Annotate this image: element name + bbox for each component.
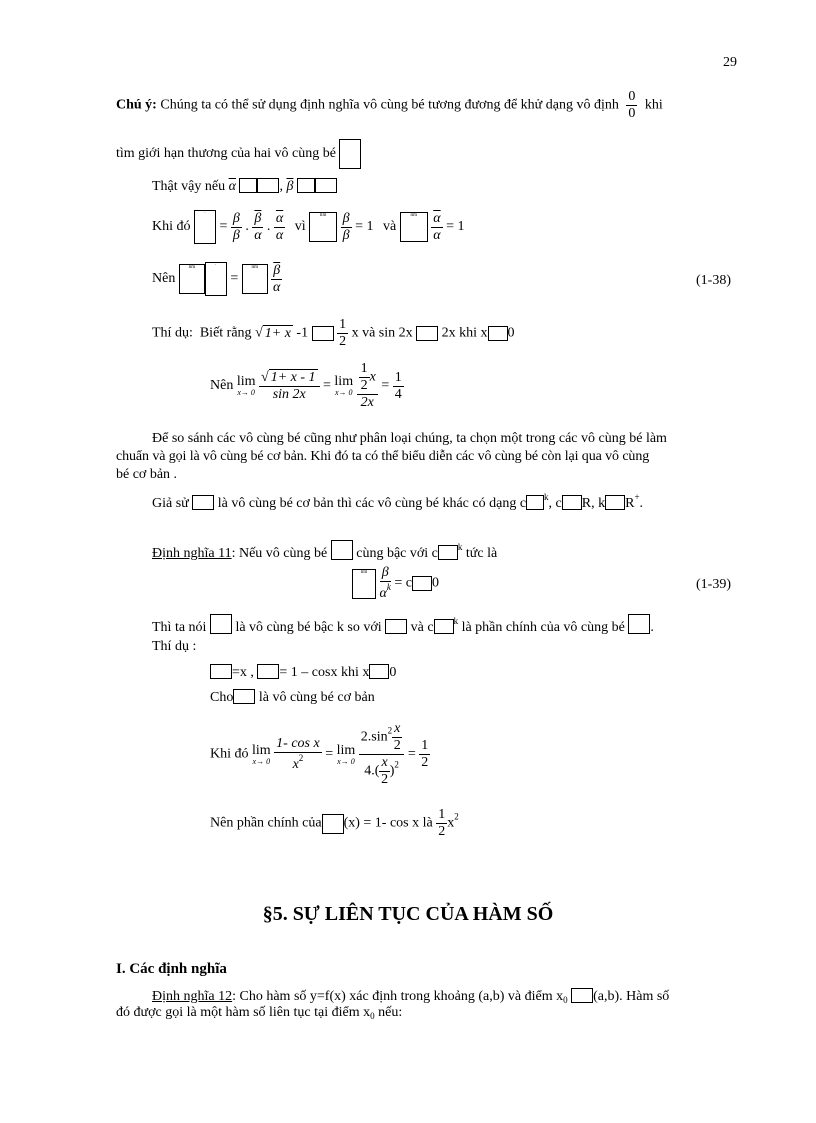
lim-box: lim: [242, 264, 268, 294]
num: β: [232, 210, 240, 226]
def11-label: Định nghĩa 11: [152, 546, 232, 561]
missing-equation-box: [339, 139, 361, 169]
text: : Cho hàm số y=f(x) xác định trong khoảng (a,b) và điểm x: [232, 989, 564, 1004]
para2-line: [152, 493, 643, 511]
dot: .: [245, 219, 249, 234]
lim-box: lim: [400, 212, 428, 242]
nen: Nên: [152, 271, 176, 286]
den: α: [254, 227, 262, 243]
def11-then-line: [152, 614, 654, 635]
equiv-box: [315, 178, 337, 193]
num: $\overline{\alpha}$: [275, 210, 284, 226]
equals: =: [407, 746, 416, 762]
para1-line-3: bé cơ bản .: [116, 467, 178, 482]
subscript: 0: [370, 1011, 375, 1021]
sup: 2: [298, 753, 304, 763]
den: α: [275, 227, 284, 243]
den: α: [273, 279, 281, 295]
proof-line-2: [152, 210, 465, 244]
text: 2x khi x: [441, 325, 488, 341]
member-box: [412, 576, 432, 591]
equiv-box: [297, 178, 315, 193]
num: 1: [339, 317, 347, 332]
text: (a,b). Hàm số: [593, 989, 670, 1004]
frac-beta-betabar: [231, 212, 242, 243]
lim-word: lim: [236, 374, 256, 389]
example2-label: Thí dụ :: [152, 639, 197, 654]
text: đó được gọi là một hàm số liên tục tại điểm x: [116, 1005, 371, 1020]
sqrt-inner: 1+ x: [264, 325, 291, 341]
frac-den: 0: [628, 106, 636, 121]
sup: 2: [454, 811, 459, 822]
frac-half: [436, 808, 447, 839]
alpha-box: [526, 495, 544, 510]
text: là vô cùng bé cơ bản thì các vô cùng bé khác có dạng c: [217, 496, 527, 511]
alpha-box: [385, 619, 407, 634]
khi-do: Khi đó: [152, 219, 191, 234]
text: R: [625, 496, 635, 511]
equiv-box: [312, 326, 334, 341]
exponent-k: k: [457, 542, 463, 552]
num: β: [380, 566, 391, 582]
num: x: [381, 755, 388, 770]
period: .: [639, 496, 644, 511]
equals: =: [323, 378, 331, 393]
proof-line-1: [152, 178, 337, 194]
zero: 0: [431, 575, 439, 591]
num: x: [394, 721, 401, 736]
def11-formula: [352, 566, 439, 601]
equals: =: [325, 746, 334, 762]
vi: vì: [294, 219, 306, 234]
text: cùng bậc với c: [356, 546, 438, 561]
text: = 1 – cosx khi x: [279, 665, 370, 680]
num: 1: [394, 369, 402, 385]
sup-plus: +: [634, 492, 640, 502]
beta-bar: $\overline{\beta}$: [286, 179, 294, 194]
den: 4: [394, 386, 402, 402]
section-title: §5. SỰ LIÊN TỤC CỦA HÀM SỐ: [262, 903, 554, 925]
frac-half-x-over-2x: [357, 362, 378, 410]
den: [359, 755, 405, 787]
sqrt-inner: 1+ x - 1: [270, 369, 316, 385]
text: là vô cùng bé cơ bản: [258, 690, 375, 705]
example1-line-2: [210, 362, 404, 410]
note-line2-text: tìm giới hạn thương của hai vô cùng bé: [116, 146, 336, 161]
num: √ 1+ x - 1: [259, 371, 320, 387]
frac-2sin-over-4: [359, 722, 405, 787]
text: nếu:: [378, 1005, 403, 1020]
text: Nên phần chính của: [210, 815, 322, 831]
missing-equation-box: ·: [194, 210, 216, 244]
lim-sub: x→ 0: [237, 388, 255, 397]
lim-word: lim: [334, 374, 354, 389]
frac-beta-alpha-k: [380, 566, 391, 601]
member-box: [571, 988, 593, 1003]
note-line-1: [116, 90, 663, 121]
arrow-box: [488, 326, 508, 341]
beta-box: [257, 664, 279, 679]
eq-one: = 1: [446, 219, 465, 234]
def11-line-1: [152, 540, 497, 561]
frac-quarter: [393, 371, 404, 402]
den: 2: [393, 738, 401, 753]
def12-line-1: [152, 988, 669, 1005]
num: $\overline{\beta}$: [254, 210, 262, 226]
def12-line-2: [116, 1006, 402, 1021]
text: là phần chính của vô cùng bé: [461, 620, 625, 635]
note-text-2: khi: [644, 97, 663, 113]
lim-sub: x→ 0: [334, 388, 353, 397]
zero: 0: [507, 325, 515, 341]
x: x: [292, 757, 299, 772]
text: 4.(: [364, 763, 380, 779]
page-number: 29: [723, 55, 737, 70]
equals: =: [219, 219, 228, 234]
den: α: [433, 227, 441, 243]
nen: Nên: [210, 378, 234, 393]
arrow-box: [369, 664, 389, 679]
def12-label: Định nghĩa 12: [152, 989, 233, 1004]
example2-line-2: [210, 689, 375, 705]
text: tức là: [465, 546, 498, 561]
text: Biết rằng: [199, 325, 252, 341]
alpha-box: [322, 814, 344, 834]
text: (x) = 1- cos x là: [343, 815, 433, 831]
example2-formula: [210, 722, 430, 787]
va: và: [383, 219, 397, 234]
den: 2x: [360, 395, 374, 410]
num: [359, 722, 405, 755]
frac-alphabar-alpha: [274, 212, 285, 243]
text: =x ,: [232, 665, 254, 680]
text: và c: [410, 620, 434, 635]
note-text-1: Chúng ta có thể sử dụng định nghĩa vô cùng bé tương đương để khử dạng vô định: [160, 97, 619, 113]
sin-text: 2.sin: [360, 729, 388, 745]
text: , c: [548, 496, 562, 511]
sup: 2: [387, 725, 393, 736]
alpha: α: [379, 586, 387, 601]
member-box: [605, 495, 625, 510]
missing-equation-box: ·: [205, 262, 227, 296]
proof-text: Thật vậy nếu: [152, 179, 226, 194]
text: Thì ta nói: [152, 620, 207, 635]
sqrt-expr: √ 1+ x: [255, 325, 291, 341]
khi-do: Khi đó: [210, 746, 249, 762]
exponent-k: k: [453, 616, 459, 626]
subheading: I. Các định nghĩa: [116, 961, 227, 977]
alpha-bar: $\overline{\alpha}$: [228, 179, 236, 194]
eq-label-1-39: (1-39): [696, 577, 731, 592]
member-box: [562, 495, 582, 510]
num: $\overline{\beta}$: [273, 262, 281, 278]
lim-sub: x→ 0: [252, 756, 271, 766]
num: β: [342, 210, 350, 226]
lim-word: lim: [252, 742, 271, 758]
frac-betabar-alphabar-2: [271, 264, 282, 295]
den: 2: [421, 755, 429, 770]
lim: [334, 375, 353, 397]
alpha-box: [434, 619, 454, 634]
sup: 2: [394, 759, 399, 770]
den: 2: [339, 334, 347, 349]
den: [380, 582, 391, 601]
text: x và sin 2x: [351, 325, 413, 341]
frac-sqrt-sin: [259, 371, 320, 402]
num: $\overline{\alpha}$: [433, 210, 441, 226]
alpha-box: [233, 689, 255, 704]
beta-box: [210, 614, 232, 634]
para1-line-2: chuẩn và gọi là vô cùng bé cơ bản. Khi đó ta có thể biểu diễn các vô cùng bé còn lại qua vô cùng: [116, 449, 650, 464]
alpha-box: [210, 664, 232, 679]
example1-line-1: [152, 318, 515, 349]
eq-one: = 1: [355, 219, 374, 234]
num: 1- cos x: [276, 736, 320, 751]
lim-box: lim: [352, 569, 376, 599]
text: Giả sử: [152, 496, 189, 511]
den: sin 2x: [272, 386, 306, 402]
frac-1-cos-over-x2: [274, 737, 322, 772]
alpha-box: [192, 495, 214, 510]
note-label: Chú ý:: [116, 97, 157, 113]
text: Cho: [210, 690, 234, 705]
equiv-box: [416, 326, 438, 341]
text: R, k: [581, 496, 606, 511]
exponent-k: k: [386, 582, 391, 592]
alpha-box: [438, 545, 458, 560]
comma: ,: [279, 179, 283, 194]
equals: =: [230, 271, 239, 286]
text: ): [389, 763, 395, 779]
eq-c: = c: [394, 575, 412, 591]
fraction-zero-over-zero: [626, 90, 637, 121]
frac-alpha-alphabar: [431, 212, 442, 243]
den: 2: [360, 378, 368, 393]
frac-betabar-alphabar: [252, 212, 263, 243]
example-label: Thí dụ:: [152, 325, 193, 341]
den: [274, 753, 322, 772]
den: 2: [381, 772, 389, 787]
period: .: [650, 620, 654, 635]
zero: 0: [389, 665, 397, 680]
beta-box: [628, 614, 650, 634]
lim: [237, 375, 256, 397]
lim-word: lim: [336, 742, 356, 758]
beta-box: [331, 540, 353, 560]
dot: .: [266, 219, 271, 234]
note-line-2: [116, 139, 361, 169]
den: β: [342, 227, 350, 243]
minus-one: -1: [296, 325, 309, 341]
num: 1: [360, 361, 368, 376]
x: x: [447, 815, 455, 831]
lim-sub: x→ 0: [337, 756, 355, 766]
num: 1: [438, 807, 446, 822]
equals: =: [381, 378, 390, 393]
lim: [337, 744, 356, 766]
equiv-box: [257, 178, 279, 193]
lim-box: lim: [179, 264, 205, 294]
eq-label-1-38: (1-38): [696, 273, 731, 288]
frac-num: 0: [628, 89, 636, 104]
text: là vô cùng bé bậc k so với: [235, 620, 382, 635]
equiv-box: [239, 178, 257, 193]
x: x: [369, 369, 376, 385]
frac-half: [419, 739, 430, 770]
exponent-k: k: [544, 492, 549, 502]
example2-line-1: [210, 664, 396, 680]
subscript: 0: [563, 995, 568, 1005]
num: 1: [421, 738, 429, 753]
lim: [252, 744, 271, 766]
den: 2: [438, 824, 446, 839]
num: [357, 362, 378, 395]
frac-beta-betabar-2: [341, 212, 352, 243]
text: : Nếu vô cùng bé: [231, 546, 328, 561]
proof-line-3: [152, 262, 282, 296]
para1-line-1: Để so sánh các vô cùng bé cũng như phân loại chúng, ta chọn một trong các vô cùng bé làm: [152, 431, 667, 446]
lim-box: lim: [309, 212, 337, 242]
frac-half: [337, 318, 348, 349]
example2-last-line: [210, 808, 459, 839]
den: β: [232, 227, 240, 243]
